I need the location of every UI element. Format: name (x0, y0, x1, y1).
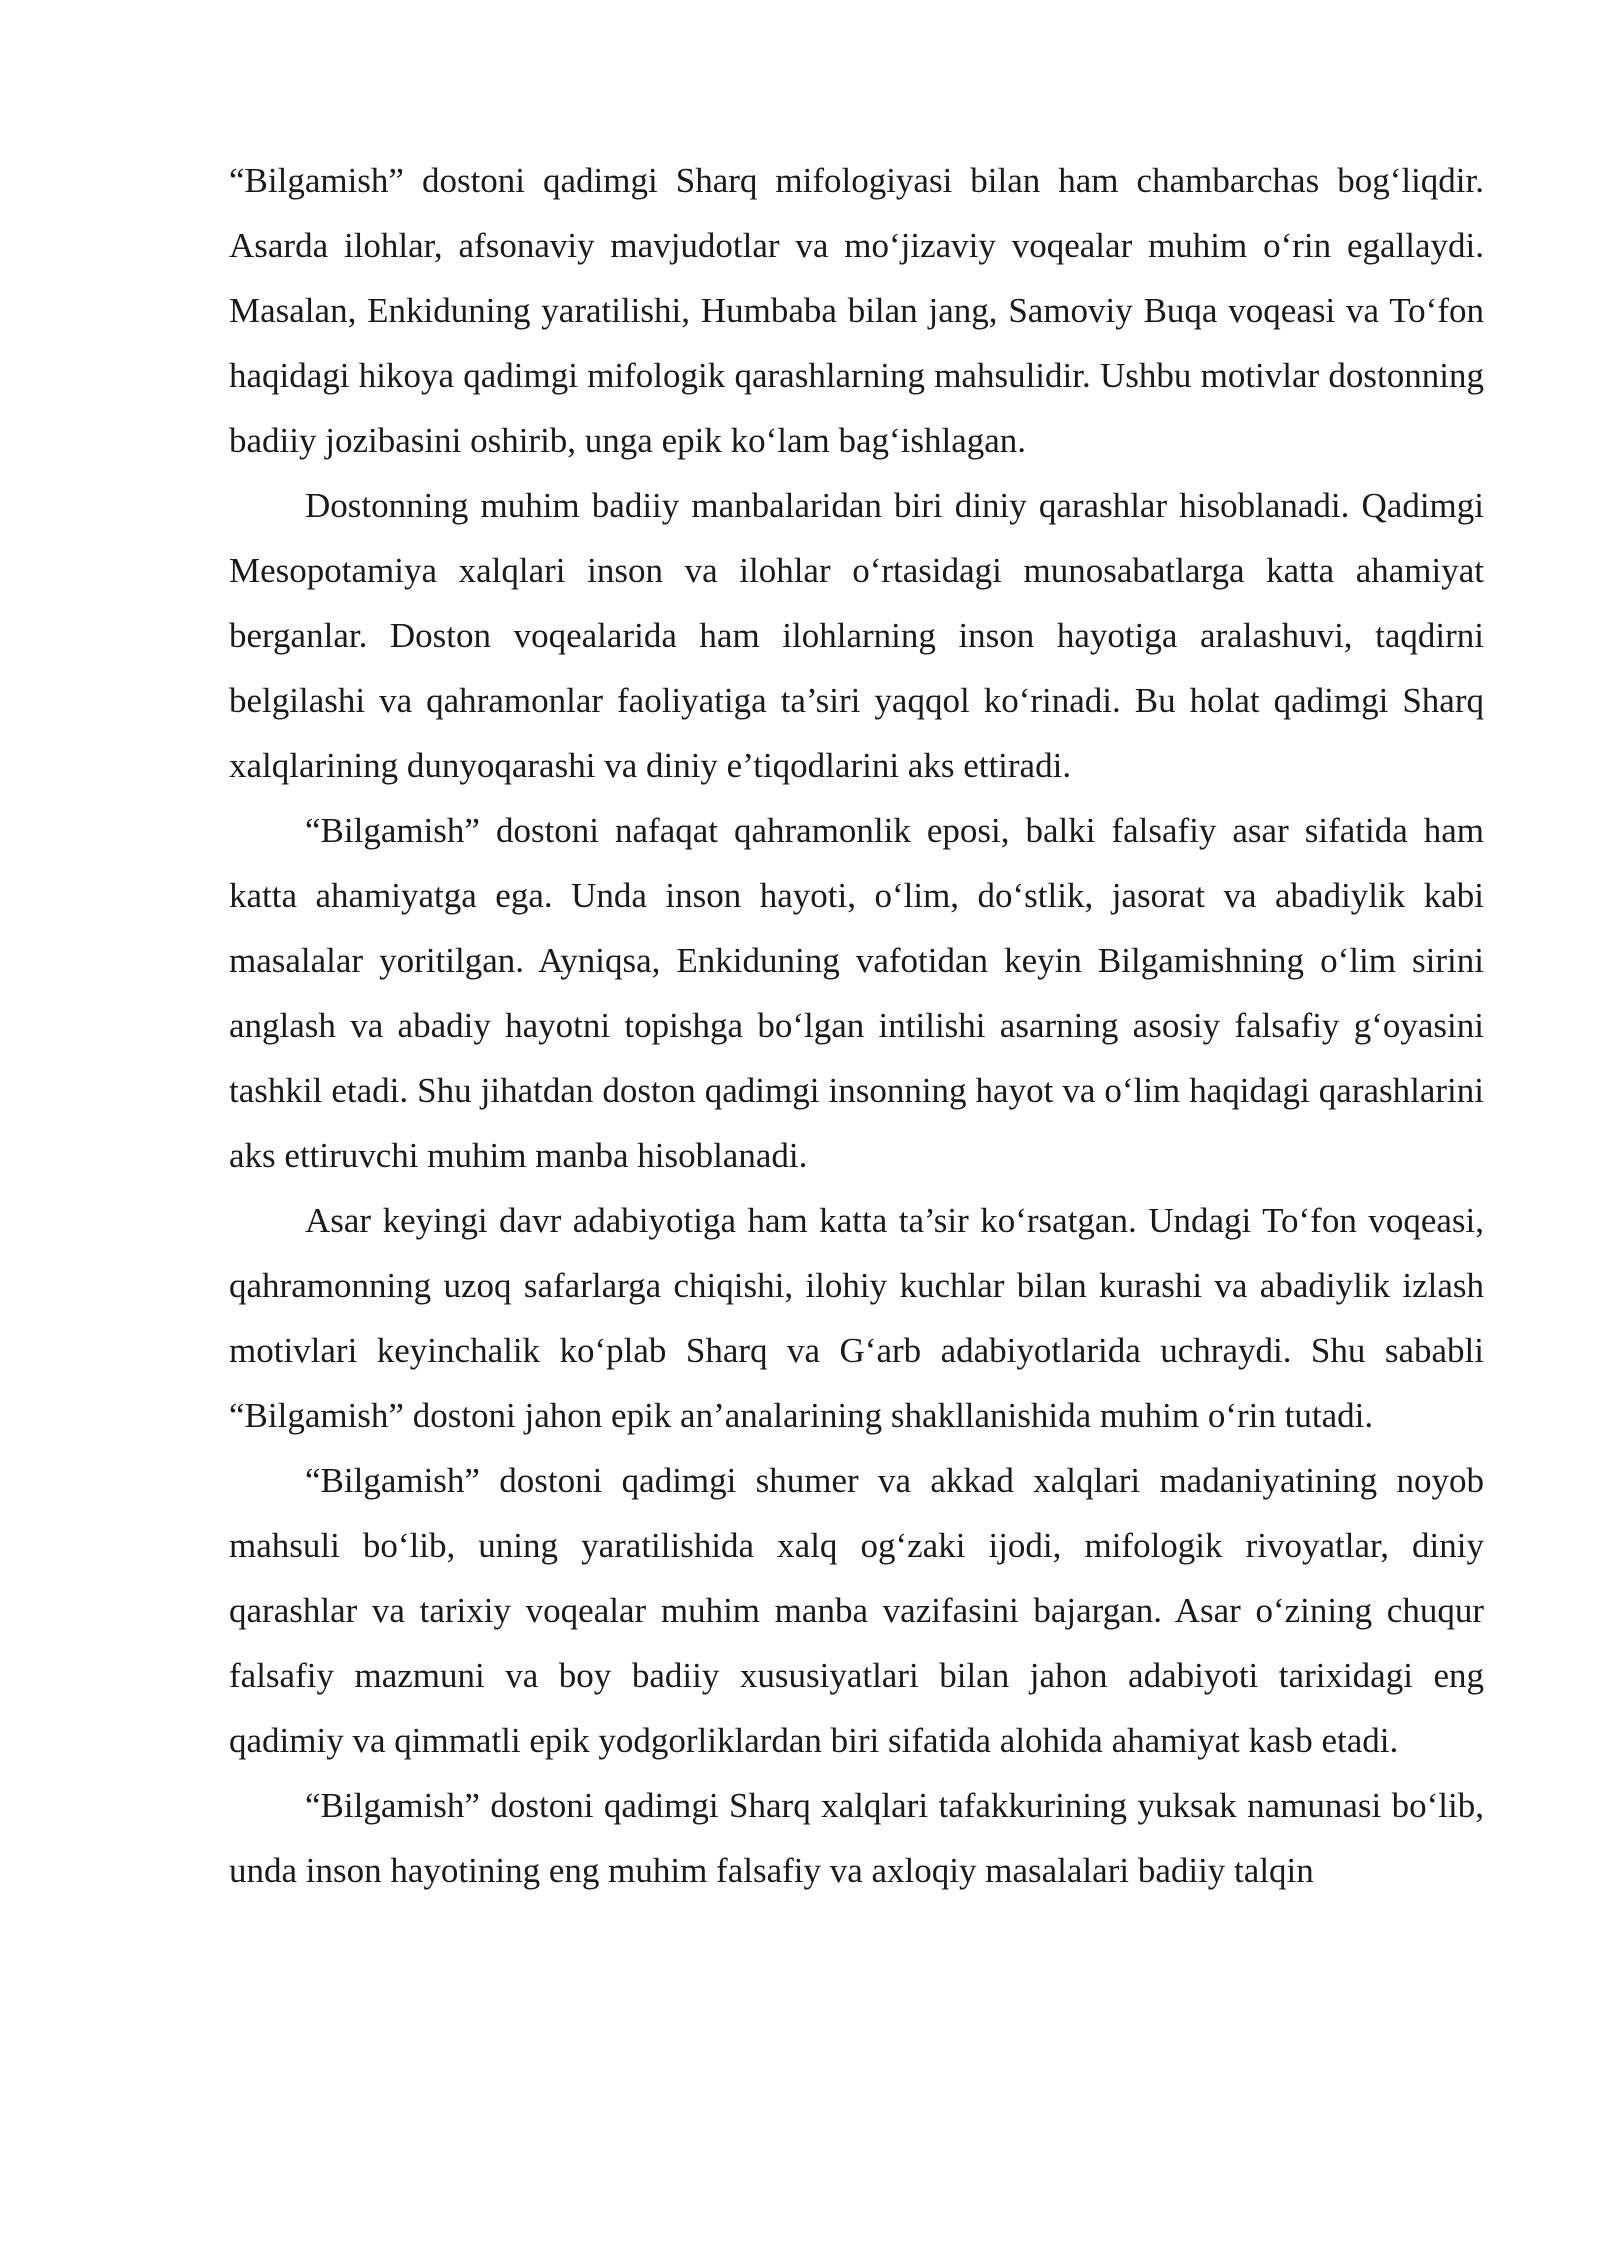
paragraph-1: “Bilgamish” dostoni qadimgi Sharq mifologiyasi bilan ham chambarchas bog‘liqdir. Asarda ilohlar, afsonaviy mavjudotlar va mo‘jizaviy voqealar muhim o‘rin egallaydi. Masalan, Enkiduning yaratilishi, Humbaba bilan jang, Samoviy Buqa voqeasi va To‘fon haqidagi hikoya qadimgi mifologik qarashlarning mahsulidir. Ushbu motivlar dostonning badiiy jozibasini oshirib, unga epik ko‘lam bag‘ishlagan. (229, 161, 1484, 460)
paragraph-4: Asar keyingi davr adabiyotiga ham katta ta’sir ko‘rsatgan. Undagi To‘fon voqeasi, qahramonning uzoq safarlarga chiqishi, ilohiy kuchlar bilan kurashi va abadiylik izlash motivlari keyinchalik ko‘plab Sharq va G‘arb adabiyotlarida uchraydi. Shu sababli “Bilgamish” dostoni jahon epik an’analarining shakllanishida muhim o‘rin tutadi. (229, 1201, 1484, 1435)
paragraph-6: “Bilgamish” dostoni qadimgi Sharq xalqlari tafakkurining yuksak namunasi bo‘lib, unda inson hayotining eng muhim falsafiy va axloqiy masalalari badiiy talqin (229, 1786, 1484, 1890)
paragraph-3: “Bilgamish” dostoni nafaqat qahramonlik eposi, balki falsafiy asar sifatida ham katta ahamiyatga ega. Unda inson hayoti, o‘lim, do‘stlik, jasorat va abadiylik kabi masalalar yoritilgan. Ayniqsa, Enkiduning vafotidan keyin Bilgamishning o‘lim sirini anglash va abadiy hayotni topishga bo‘lgan intilishi asarning asosiy falsafiy g‘oyasini tashkil etadi. Shu jihatdan doston qadimgi insonning hayot va o‘lim haqidagi qarashlarini aks ettiruvchi muhim manba hisoblanadi. (229, 811, 1484, 1175)
paragraph-2: Dostonning muhim badiiy manbalaridan biri diniy qarashlar hisoblanadi. Qadimgi Mesopotamiya xalqlari inson va ilohlar o‘rtasidagi munosabatlarga katta ahamiyat berganlar. Doston voqealarida ham ilohlarning inson hayotiga aralashuvi, taqdirni belgilashi va qahramonlar faoliyatiga ta’siri yaqqol ko‘rinadi. Bu holat qadimgi Sharq xalqlarining dunyoqarashi va diniy e’tiqodlarini aks ettiradi. (229, 486, 1484, 785)
body-text (229, 148, 1484, 1903)
paragraph-5: “Bilgamish” dostoni qadimgi shumer va akkad xalqlari madaniyatining noyob mahsuli bo‘lib, uning yaratilishida xalq og‘zaki ijodi, mifologik rivoyatlar, diniy qarashlar va tarixiy voqealar muhim manba vazifasini bajargan. Asar o‘zining chuqur falsafiy mazmuni va boy badiiy xususiyatlari bilan jahon adabiyoti tarixidagi eng qadimiy va qimmatli epik yodgorliklardan biri sifatida alohida ahamiyat kasb etadi. (229, 1461, 1484, 1760)
